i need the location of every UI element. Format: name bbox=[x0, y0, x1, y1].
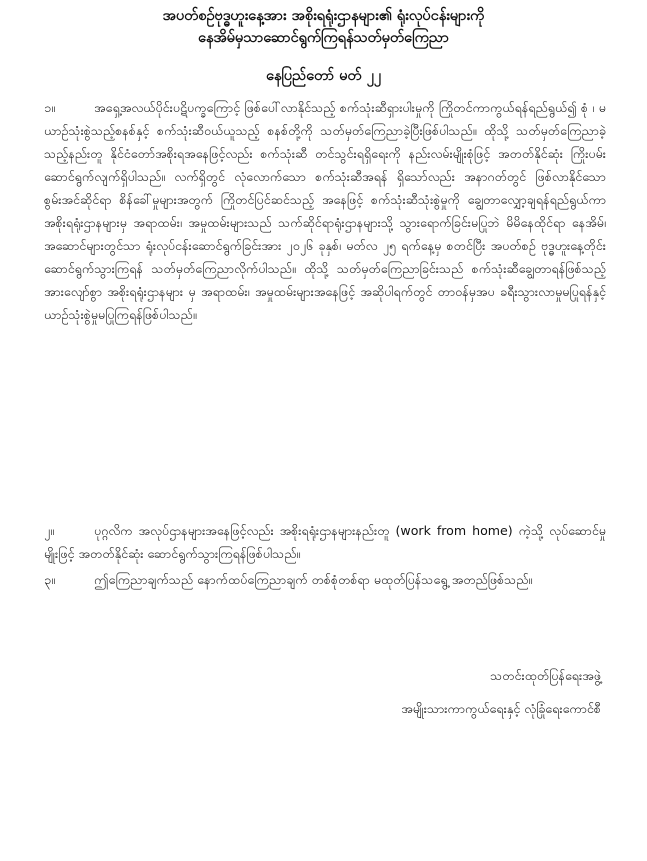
paragraph-text: ဤကြေညာချက်သည် နောက်ထပ်ကြေညာချက် တစ်စုံတစ်ရာ မထုတ်ပြန်သရွေ့ အတည်ဖြစ်သည်။ bbox=[94, 572, 533, 587]
paragraph-number: ၁။ bbox=[44, 100, 55, 115]
document-title-line2: နေအိမ်မှသာဆောင်ရွက်ကြရန်သတ်မှတ်ကြေညာ bbox=[198, 30, 449, 46]
paragraph-1 bbox=[44, 96, 606, 326]
paragraph-number: ၃။ bbox=[44, 572, 55, 587]
paragraph-text: ပုဂ္ဂလိက အလုပ်ဌာနများအနေဖြင့်လည်း အစိုးရရုံးဌာနများနည်းတူ (work from home) ကဲ့သို့ လုပ်ဆောင်မှုမျိုးဖြင့် အတတ်နိုင်ဆုံး ဆောင်ရွက်သွားကြရန်ဖြစ်ပါသည်။ bbox=[44, 523, 606, 561]
dateline: နေပြည်တော် မတ် ၂၂ bbox=[266, 68, 381, 84]
signature-issuer: သတင်းထုတ်ပြန်ရေးအဖွဲ့ bbox=[490, 668, 601, 683]
signature-organization: အမျိုးသားကာကွယ်ရေးနှင့် လုံခြုံရေးကောင်စီ bbox=[401, 701, 601, 716]
paragraph-number: ၂။ bbox=[44, 523, 54, 538]
document-title-line1: အပတ်စဉ်ဗုဒ္ဓဟူးနေ့အား အစိုးရရုံးဌာနများ၏ ရုံးလုပ်ငန်းများကို bbox=[162, 8, 485, 24]
paragraph-2 bbox=[44, 519, 606, 565]
paragraph-3 bbox=[44, 568, 606, 591]
paragraph-text: အရှေ့အလယ်ပိုင်းပဋိပက္ခကြောင့် ဖြစ်ပေါ်လာနိုင်သည့် စက်သုံးဆီရှားပါးမှုကို ကြိုတင်ကာကွယ်ရန်ရည်ရွယ်၍ စုံ ၊ မ ယာဉ်သုံးစွဲသည့်စနစ်နှင့် စက်သုံးဆီဝယ်ယူသည့် စနစ်တို့ကို သတ်မှတ်ကြေညာခဲ့ပြီးဖြစ်ပါသည်။ ထိုသို့ သတ်မှတ်ကြေညာခဲ့သည့်နည်းတူ နိုင်ငံတော်အစိုးရအနေဖြင့်လည်း စက်သုံးဆီ တင်သွင်းရရှိရေးကို နည်းလမ်းမျိုးစုံဖြင့် အတတ်နိုင်ဆုံး ကြိုးပမ်းဆောင်ရွက်လျက်ရှိပါသည်။ လက်ရှိတွင် လုံလောက်သော စက်သုံးဆီအရန် ရှိသော်လည်း အနာဂတ်တွင် ဖြစ်လာနိုင်သော စွမ်းအင်ဆိုင်ရာ စိန်ခေါ်မှုများအတွက် ကြိုတင်ပြင်ဆင်သည့် အနေဖြင့် စက်သုံးဆီသုံးစွဲမှုကို ချွေတာလျှော့ချရန်ရည်ရွယ်ကာ အစိုးရရုံးဌာနများမှ အရာထမ်း၊ အမှုထမ်းများသည် သက်ဆိုင်ရာရုံးဌာနများသို့ သွားရောက်ခြင်းမပြုဘဲ မိမိနေထိုင်ရာ နေအိမ်၊ အဆောင်များတွင်သာ ရုံးလုပ်ငန်းဆောင်ရွက်ခြင်းအား ၂၀၂၆ ခုနှစ်၊ မတ်လ ၂၅ ရက်နေ့မှ စတင်ပြီး အပတ်စဉ် ဗုဒ္ဓဟူးနေ့တိုင်းဆောင်ရွက်သွားကြရန် သတ်မှတ်ကြေညာလိုက်ပါသည်။ ထိုသို့ သတ်မှတ်ကြေညာခြင်းသည် စက်သုံးဆီချွေတာရန်ဖြစ်သည့်အားလျော်စွာ အစိုးရရုံးဌာနများ မှ အရာထမ်း၊ အမှုထမ်းများအနေဖြင့် အဆိုပါရက်တွင် တာဝန်မှအပ ခရီးသွားလာမှုမပြုရန်နှင့် ယာဉ်သုံးစွဲမှုမပြုကြရန်ဖြစ်ပါသည်။ bbox=[44, 100, 606, 322]
